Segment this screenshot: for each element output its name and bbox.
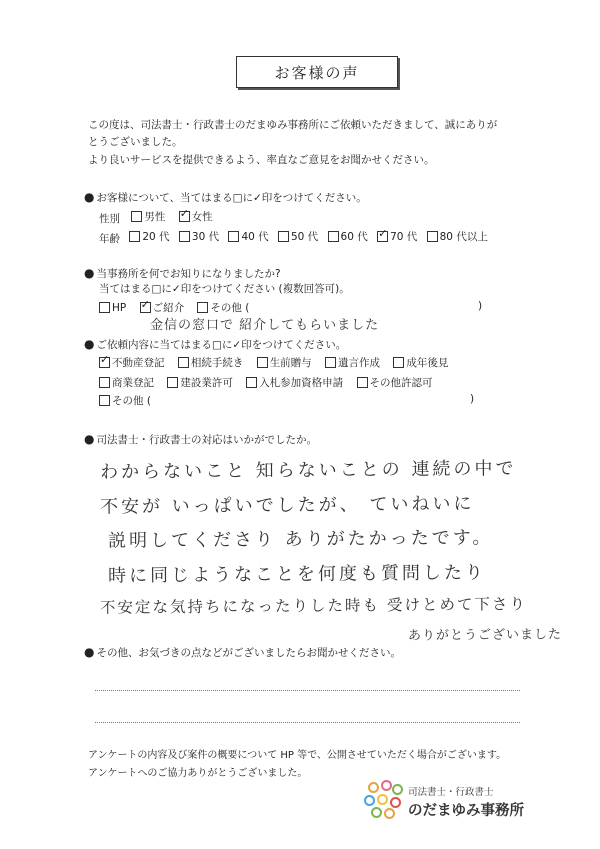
age-option-80[interactable]: 80 代以上	[427, 229, 488, 244]
service-commercial[interactable]: 商業登記	[99, 375, 154, 390]
intro-line-1: この度は、司法書士・行政書士のだまゆみ事務所にご依頼いただきまして、誠にありが	[88, 119, 498, 131]
checkbox-icon[interactable]	[99, 377, 110, 388]
service-inheritance[interactable]: 相続手続き	[178, 355, 244, 370]
service-other-permit[interactable]: その他許認可	[357, 375, 433, 390]
service-other[interactable]: その他 (	[99, 393, 151, 408]
service-row-2	[99, 375, 443, 391]
checkbox-checked-icon[interactable]	[377, 231, 388, 242]
bullet-icon: ●	[84, 190, 95, 204]
gender-row	[99, 209, 223, 226]
age-label: 年齢	[99, 233, 120, 245]
checkbox-icon[interactable]	[131, 211, 142, 222]
checkbox-icon[interactable]	[246, 377, 257, 388]
age-row	[99, 229, 488, 246]
logo-name: のだまゆみ事務所	[408, 803, 524, 819]
age-option-20[interactable]: 20 代	[129, 229, 169, 244]
checkbox-icon[interactable]	[99, 395, 110, 406]
bullet-icon: ●	[84, 337, 95, 351]
checkbox-icon[interactable]	[427, 231, 438, 242]
source-option-referral[interactable]: ✓ ご紹介	[140, 300, 185, 315]
checkbox-icon[interactable]	[278, 231, 289, 242]
checkbox-icon[interactable]	[178, 357, 189, 368]
source-handwritten-note: 金信の窓口で 紹介してもらいました	[150, 318, 380, 333]
page-title-text: お客様の声	[274, 63, 360, 82]
checkbox-icon[interactable]	[228, 231, 239, 242]
handwritten-line-1: わからないこと 知らないことの 連続の中で	[99, 458, 517, 483]
answer-line-2	[95, 722, 520, 723]
logo-subtitle: 司法書士・行政書士	[408, 787, 494, 798]
intro-line-2: とうございました。	[88, 136, 183, 148]
checkbox-icon[interactable]	[357, 377, 368, 388]
age-option-40[interactable]: 40 代	[228, 229, 268, 244]
gender-option-male[interactable]: 男性	[131, 209, 165, 224]
service-construction[interactable]: 建設業許可	[167, 375, 233, 390]
intro-line-3: より良いサービスを提供できるよう、率直なご意見をお聞かせください。	[88, 154, 435, 166]
age-option-70[interactable]: ✓ 70 代	[377, 229, 417, 244]
checkbox-icon[interactable]	[325, 357, 336, 368]
section2-sub: 当てはまる□に✓印をつけてください (複数回答可)。	[99, 283, 350, 295]
footer-line-1: アンケートの内容及び案件の概要について HP 等で、公開させていただく場合がございます。	[88, 750, 507, 761]
handwritten-line-5: 不安定な気持ちになったりした時も 受けとめて下さり	[99, 595, 528, 617]
service-row-3	[99, 393, 161, 409]
service-real-estate[interactable]: ✓ 不動産登記	[99, 355, 165, 370]
bullet-icon: ●	[84, 266, 95, 280]
handwritten-line-6: ありがとうございました	[407, 627, 563, 644]
age-option-60[interactable]: 60 代	[328, 229, 368, 244]
section2-heading: ● 当事務所を何でお知りになりましたか?	[84, 266, 281, 280]
handwritten-line-4: 時に同じようなことを何度も質問したり	[107, 562, 487, 587]
checkbox-icon[interactable]	[99, 302, 110, 313]
service-will[interactable]: 遺言作成	[325, 355, 380, 370]
checkbox-icon[interactable]	[197, 302, 208, 313]
service-other-close: )	[470, 393, 475, 405]
checkbox-checked-icon[interactable]	[179, 211, 190, 222]
handwritten-line-3: 説明してくださり ありがたかったです。	[107, 527, 494, 552]
source-option-hp[interactable]: HP	[99, 302, 126, 314]
checkbox-checked-icon[interactable]	[140, 302, 151, 313]
source-other-close: )	[478, 300, 483, 312]
section3-heading: ● ご依頼内容に当てはまる□に✓印をつけてください。	[84, 337, 347, 351]
checkbox-icon[interactable]	[257, 357, 268, 368]
age-option-30[interactable]: 30 代	[179, 229, 219, 244]
handwritten-line-2: 不安が いっぱいでしたが、 ていねいに	[99, 493, 475, 518]
logo	[364, 778, 539, 824]
checkbox-icon[interactable]	[393, 357, 404, 368]
checkbox-icon[interactable]	[179, 231, 190, 242]
service-row-1	[99, 355, 458, 371]
checkbox-icon[interactable]	[129, 231, 140, 242]
source-option-other[interactable]: その他 (	[197, 300, 249, 315]
checkbox-icon[interactable]	[328, 231, 339, 242]
gender-label: 性別	[99, 213, 120, 225]
bullet-icon: ●	[84, 645, 95, 659]
gender-option-female[interactable]: ✓ 女性	[179, 209, 213, 224]
answer-line-1	[95, 690, 520, 691]
age-option-50[interactable]: 50 代	[278, 229, 318, 244]
footer-line-2: アンケートへのご協力ありがとうございました。	[88, 768, 308, 779]
bullet-icon: ●	[84, 432, 95, 446]
checkbox-icon[interactable]	[167, 377, 178, 388]
logo-mark-icon	[364, 780, 402, 820]
service-bid[interactable]: 入札参加資格申請	[246, 375, 343, 390]
section4-heading: ● 司法書士・行政書士の対応はいかがでしたか。	[84, 432, 317, 446]
service-gift[interactable]: 生前贈与	[257, 355, 312, 370]
section1-heading: ● お客様について、当てはまる□に✓印をつけてください。	[84, 190, 367, 204]
page-title	[236, 56, 398, 88]
service-guardianship[interactable]: 成年後見	[393, 355, 448, 370]
section5-heading: ● その他、お気づきの点などがございましたらお聞かせください。	[84, 645, 401, 659]
checkbox-checked-icon[interactable]	[99, 357, 110, 368]
